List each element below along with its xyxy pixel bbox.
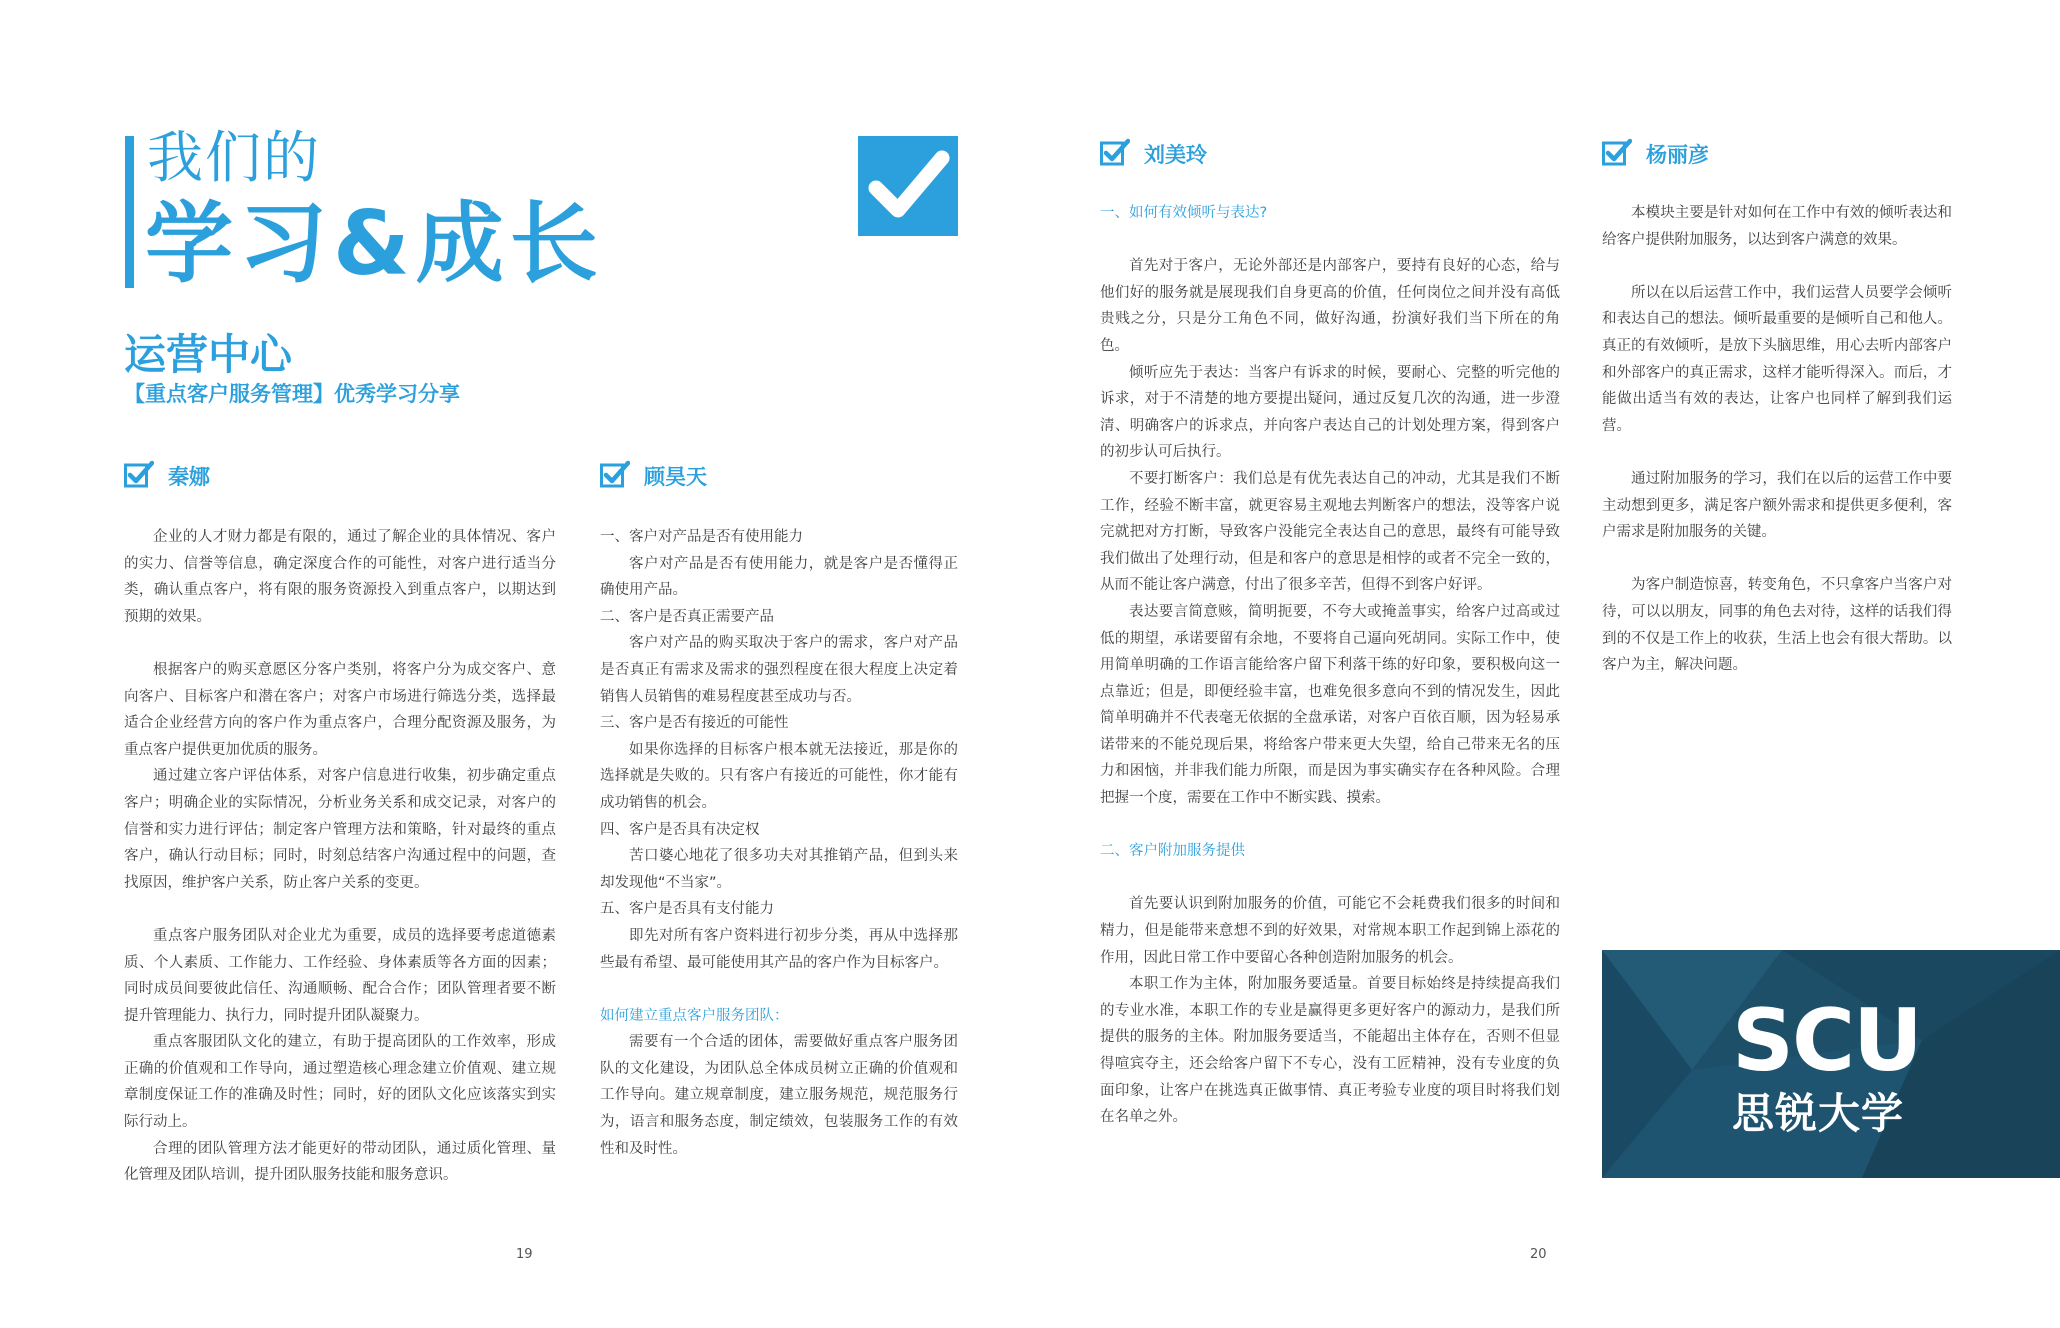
paragraph-spacer	[1100, 227, 1560, 254]
paragraph-spacer	[124, 896, 556, 923]
paragraph-spacer	[1602, 253, 1952, 280]
scu-name-text: 思锐大学	[1732, 1089, 1905, 1138]
title-accent-bar	[125, 136, 134, 288]
checkmark-icon	[858, 136, 958, 236]
column-liumeiling	[1100, 200, 1560, 1131]
paragraph: 如果你选择的目标客户根本就无法接近，那是你的选择就是失败的。只有客户有接近的可能性，你才能有成功销售的机会。	[600, 741, 958, 811]
checkbox-check-icon	[124, 460, 154, 492]
paragraph: 通过建立客户评估体系，对客户信息进行收集，初步确定重点客户；明确企业的实际情况，分析业务关系和成交记录，对客户的信誉和实力进行评估；制定客户管理方法和策略，针对最终的重点客户，确认行动目标；同时，时刻总结客户沟通过程中的问题，查找原因，维护客户关系，防止客户关系的变更。	[124, 768, 556, 891]
subsection-heading: 如何建立重点客户服务团队：	[600, 1007, 789, 1024]
paragraph: 客户对产品是否有使用能力，就是客户是否懂得正确使用产品。	[600, 555, 958, 599]
paragraph-spacer	[1602, 546, 1952, 573]
paragraph: 首先对于客户，无论外部还是内部客户，要持有良好的心态，给与他们好的服务就是展现我们自身更高的价值，任何岗位之间并没有高低贵贱之分，只是分工角色不同，做好沟通，扮演好我们当下所在的角色。	[1100, 258, 1560, 354]
paragraph: 不要打断客户：我们总是有优先表达自己的冲动，尤其是我们不断工作，经验不断丰富，就更容易主观地去判断客户的想法，没等客户说完就把对方打断，导致客户没能完全表达自己的意思，最终有可能导致我们做出了处理行动，但是和客户的意思是相悖的或者不完全一致的，从而不能让客户满意，付出了很多辛苦，但得不到客户好评。	[1100, 470, 1560, 594]
column-yangliyan	[1602, 200, 1952, 679]
subsection-heading: 二、客户附加服务提供	[1100, 843, 1245, 860]
section-header-qinna	[124, 459, 210, 493]
department-title: 运营中心	[124, 330, 293, 379]
paragraph: 通过附加服务的学习，我们在以后的运营工作中要主动想到更多，满足客户额外需求和提供更多便利，客户需求是附加服务的关键。	[1602, 470, 1952, 541]
column-guhaotian	[600, 524, 958, 1162]
subsection-heading: 一、如何有效倾听与表达?	[1100, 205, 1268, 221]
paragraph: 苦口婆心地花了很多功夫对其推销产品，但到头来却发现他“不当家”。	[600, 848, 958, 891]
paragraph: 所以在以后运营工作中，我们运营人员要学会倾听和表达自己的想法。倾听最重要的是倾听自己和他人。真正的有效倾听，是放下头脑思维，用心去听内部客户和外部客户的真正需求，这样才能听得深入。而后，才能做出适当有效的表达，让客户也同样了解到我们运营。	[1602, 284, 1952, 434]
page-title-line1: 我们的	[147, 126, 321, 191]
paragraph: 首先要认识到附加服务的价值，可能它不会耗费我们很多的时间和精力，但是能带来意想不到的好效果，对常规本职工作起到锦上添花的作用，因此日常工作中要留心各种创造附加服务的机会。	[1100, 896, 1560, 966]
paragraph: 根据客户的购买意愿区分客户类别，将客户分为成交客户、意向客户、目标客户和潜在客户；对客户市场进行筛选分类，选择最适合企业经营方向的客户作为重点客户，合理分配资源及服务，为重点客户提供更加优质的服务。	[124, 661, 556, 758]
page-title-line2: 学习&成长	[145, 192, 604, 295]
section-name: 刘美玲	[1144, 143, 1207, 167]
paragraph: 需要有一个合适的团体，需要做好重点客户服务团队的文化建设，为团队总全体成员树立正确的价值观和工作导向。建立规章制度，建立服务规范，规范服务行为，语言和服务态度，制定绩效，包装服务工作的有效性和及时性。	[600, 1034, 958, 1157]
paragraph: 重点客户服务团队对企业尤为重要，成员的选择要考虑道德素质、个人素质、工作能力、工作经验、身体素质等各方面的因素；同时成员间要彼此信任、沟通顺畅、配合合作；团队管理者要不断提升管理能力、执行力，同时提升团队凝聚力。	[124, 927, 556, 1024]
paragraph: 三、客户是否有接近的可能性	[600, 715, 789, 732]
paragraph: 企业的人才财力都是有限的，通过了解企业的具体情况、客户的实力、信誉等信息，确定深度合作的可能性，对客户进行适当分类，确认重点客户，将有限的服务资源投入到重点客户，以期达到预期的效果。	[124, 529, 556, 625]
checkbox-check-icon	[600, 460, 630, 492]
section-header-liumeiling	[1100, 137, 1207, 171]
paragraph-spacer	[600, 976, 958, 1003]
section-name: 秦娜	[168, 465, 210, 489]
paragraph: 客户对产品的购买取决于客户的需求，客户对产品是否真正有需求及需求的强烈程度在很大程度上决定着销售人员销售的难易程度甚至成功与否。	[600, 635, 958, 705]
paragraph: 重点客服团队文化的建立，有助于提高团队的工作效率，形成正确的价值观和工作导向，通过塑造核心理念建立价值观、建立规章制度保证工作的准确及时性；同时，好的团队文化应该落实到实际行动上。	[124, 1034, 556, 1131]
paragraph: 为客户制造惊喜，转变角色，不只拿客户当客户对待，可以以朋友，同事的角色去对待，这样的话我们得到的不仅是工作上的收获，生活上也会有很大帮助。以客户为主，解决问题。	[1602, 577, 1952, 674]
paragraph: 本模块主要是针对如何在工作中有效的倾听表达和给客户提供附加服务，以达到客户满意的效果。	[1602, 205, 1952, 248]
section-header-guhaotian	[600, 459, 707, 493]
paragraph: 合理的团队管理方法才能更好的带动团队，通过质化管理、量化管理及团队培训，提升团队服务技能和服务意识。	[124, 1140, 556, 1184]
page-number-left: 19	[516, 1247, 533, 1262]
section-name: 杨丽彦	[1646, 143, 1709, 167]
paragraph-spacer	[1100, 865, 1560, 892]
paragraph-spacer	[124, 630, 556, 657]
paragraph: 四、客户是否具有决定权	[600, 821, 760, 838]
paragraph: 本职工作为主体，附加服务要适量。首要目标始终是持续提高我们的专业水准，本职工作的专业是赢得更多更好客户的源动力，是我们所提供的服务的主体。附加服务要适当，不能超出主体存在，否则不但显得喧宾夺主，还会给客户留下不专心，没有工匠精神，没有专业度的负面印象，让客户在挑选真正做事情、真正考验专业度的项目时将我们划在名单之外。	[1100, 976, 1560, 1126]
paragraph: 倾听应先于表达：当客户有诉求的时候，要耐心、完整的听完他的诉求，对于不清楚的地方要提出疑问，通过反复几次的沟通，进一步澄清、明确客户的诉求点，并向客户表达自己的计划处理方案，得到客户的初步认可后执行。	[1100, 364, 1560, 461]
paragraph-spacer	[1100, 812, 1560, 839]
paragraph: 表达要言简意赅，简明扼要，不夸大或掩盖事实，给客户过高或过低的期望，承诺要留有余地，不要将自己逼向死胡同。实际工作中，使用简单明确的工作语言能给客户留下利落干练的好印象，要积极向这一点靠近；但是，即便经验丰富，也难免很多意向不到的情况发生，因此简单明确并不代表毫无依据的全盘承诺，对客户百依百顺，因为轻易承诺带来的不能兑现后果，将给客户带来更大失望，给自己带来无名的压力和困恼，并非我们能力所限，而是因为事实确实存在各种风险。合理把握一个度，需要在工作中不断实践、摸索。	[1100, 603, 1560, 807]
paragraph: 五、客户是否具有支付能力	[600, 901, 774, 918]
scu-banner	[1602, 950, 2060, 1178]
page-number-right: 20	[1530, 1247, 1547, 1262]
scu-logo-text: SCU	[1732, 991, 1921, 1091]
section-name: 顾昊天	[644, 465, 707, 489]
paragraph-spacer	[1602, 439, 1952, 466]
paragraph: 二、客户是否真正需要产品	[600, 608, 774, 625]
paragraph: 即先对所有客户资料进行初步分类，再从中选择那些最有希望、最可能使用其产品的客户作为目标客户。	[600, 927, 958, 971]
page-subtitle: 【重点客户服务管理】优秀学习分享	[124, 382, 460, 406]
paragraph: 一、客户对产品是否有使用能力	[600, 529, 803, 545]
column-qinna	[124, 524, 556, 1189]
checkbox-check-icon	[1100, 138, 1130, 170]
checkbox-check-icon	[1602, 138, 1632, 170]
section-header-yangliyan	[1602, 137, 1709, 171]
scu-logo	[1732, 991, 1921, 1138]
